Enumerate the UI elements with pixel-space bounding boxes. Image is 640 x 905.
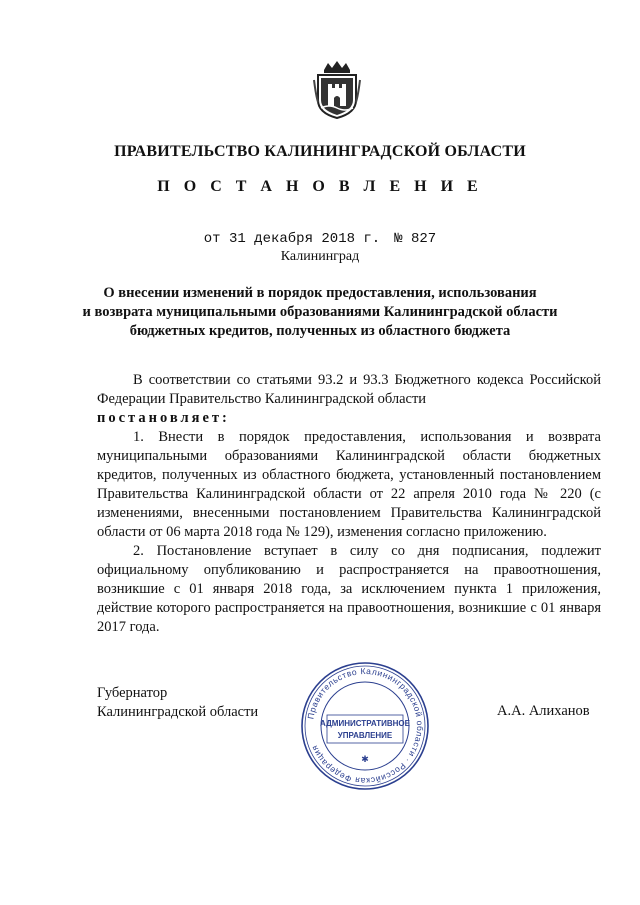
city: Калининград	[280, 249, 360, 264]
item-2-paragraph: 2. Постановление вступает в силу со дня подписания, подлежит официальному опубликованию и распространяется на правоотношения, возникшие с 01 января 2018 года, за исключением пункта 1 приложения, действие которого распространяется на правоотношения, возникшие с 01 января 2017 года.	[97, 543, 601, 635]
signer-position-line: Губернатор	[97, 685, 168, 701]
document-subject	[60, 284, 580, 341]
document-body	[97, 371, 601, 637]
signer-position-line: Калининградской области	[97, 704, 259, 720]
item-1-paragraph: 1. Внести в порядок предоставления, использования и возврата муниципальными образованиями Калининградской области бюджетных кредитов, полученных из областного бюджета, установленный постановлением Правительства Калининградской области от 22 апреля 2010 года № 220 (с изменениями, внесенными постановлением Правительства Калининградской области от 06 марта 2018 года № 129), изменения согласно приложению.	[97, 429, 601, 540]
document-number: № 827	[394, 231, 437, 247]
seal-center-line: УПРАВЛЕНИЕ	[337, 731, 393, 740]
subject-line: бюджетных кредитов, полученных из областного бюджета	[129, 323, 511, 339]
government-title: ПРАВИТЕЛЬСТВО КАЛИНИНГРАДСКОЙ ОБЛАСТИ	[114, 143, 526, 160]
signer-name: А.А. Алиханов	[497, 703, 590, 719]
subject-line: О внесении изменений в порядок предоставления, использования	[103, 285, 537, 301]
official-seal	[299, 660, 431, 792]
document-type: П О С Т А Н О В Л Е Н И Е	[157, 178, 483, 195]
signer-position	[97, 684, 258, 722]
date-number-line	[0, 231, 640, 247]
subject-line: и возврата муниципальными образованиями Калининградской области	[82, 304, 558, 320]
seal-ring-text: Правительство Калининградской области · Российская Федерация	[305, 665, 426, 787]
intro-paragraph: В соответствии со статьями 93.2 и 93.3 Бюджетного кодекса Российской Федерации Правительство Калининградской области	[97, 372, 601, 407]
decree-word: постановляет:	[97, 410, 230, 426]
document-date: от 31 декабря 2018 г.	[203, 231, 381, 247]
kaliningrad-coat-of-arms-icon	[313, 58, 361, 120]
seal-center-line: АДМИНИСТРАТИВНОЕ	[320, 719, 410, 728]
seal-star-icon: ✱	[361, 755, 369, 765]
